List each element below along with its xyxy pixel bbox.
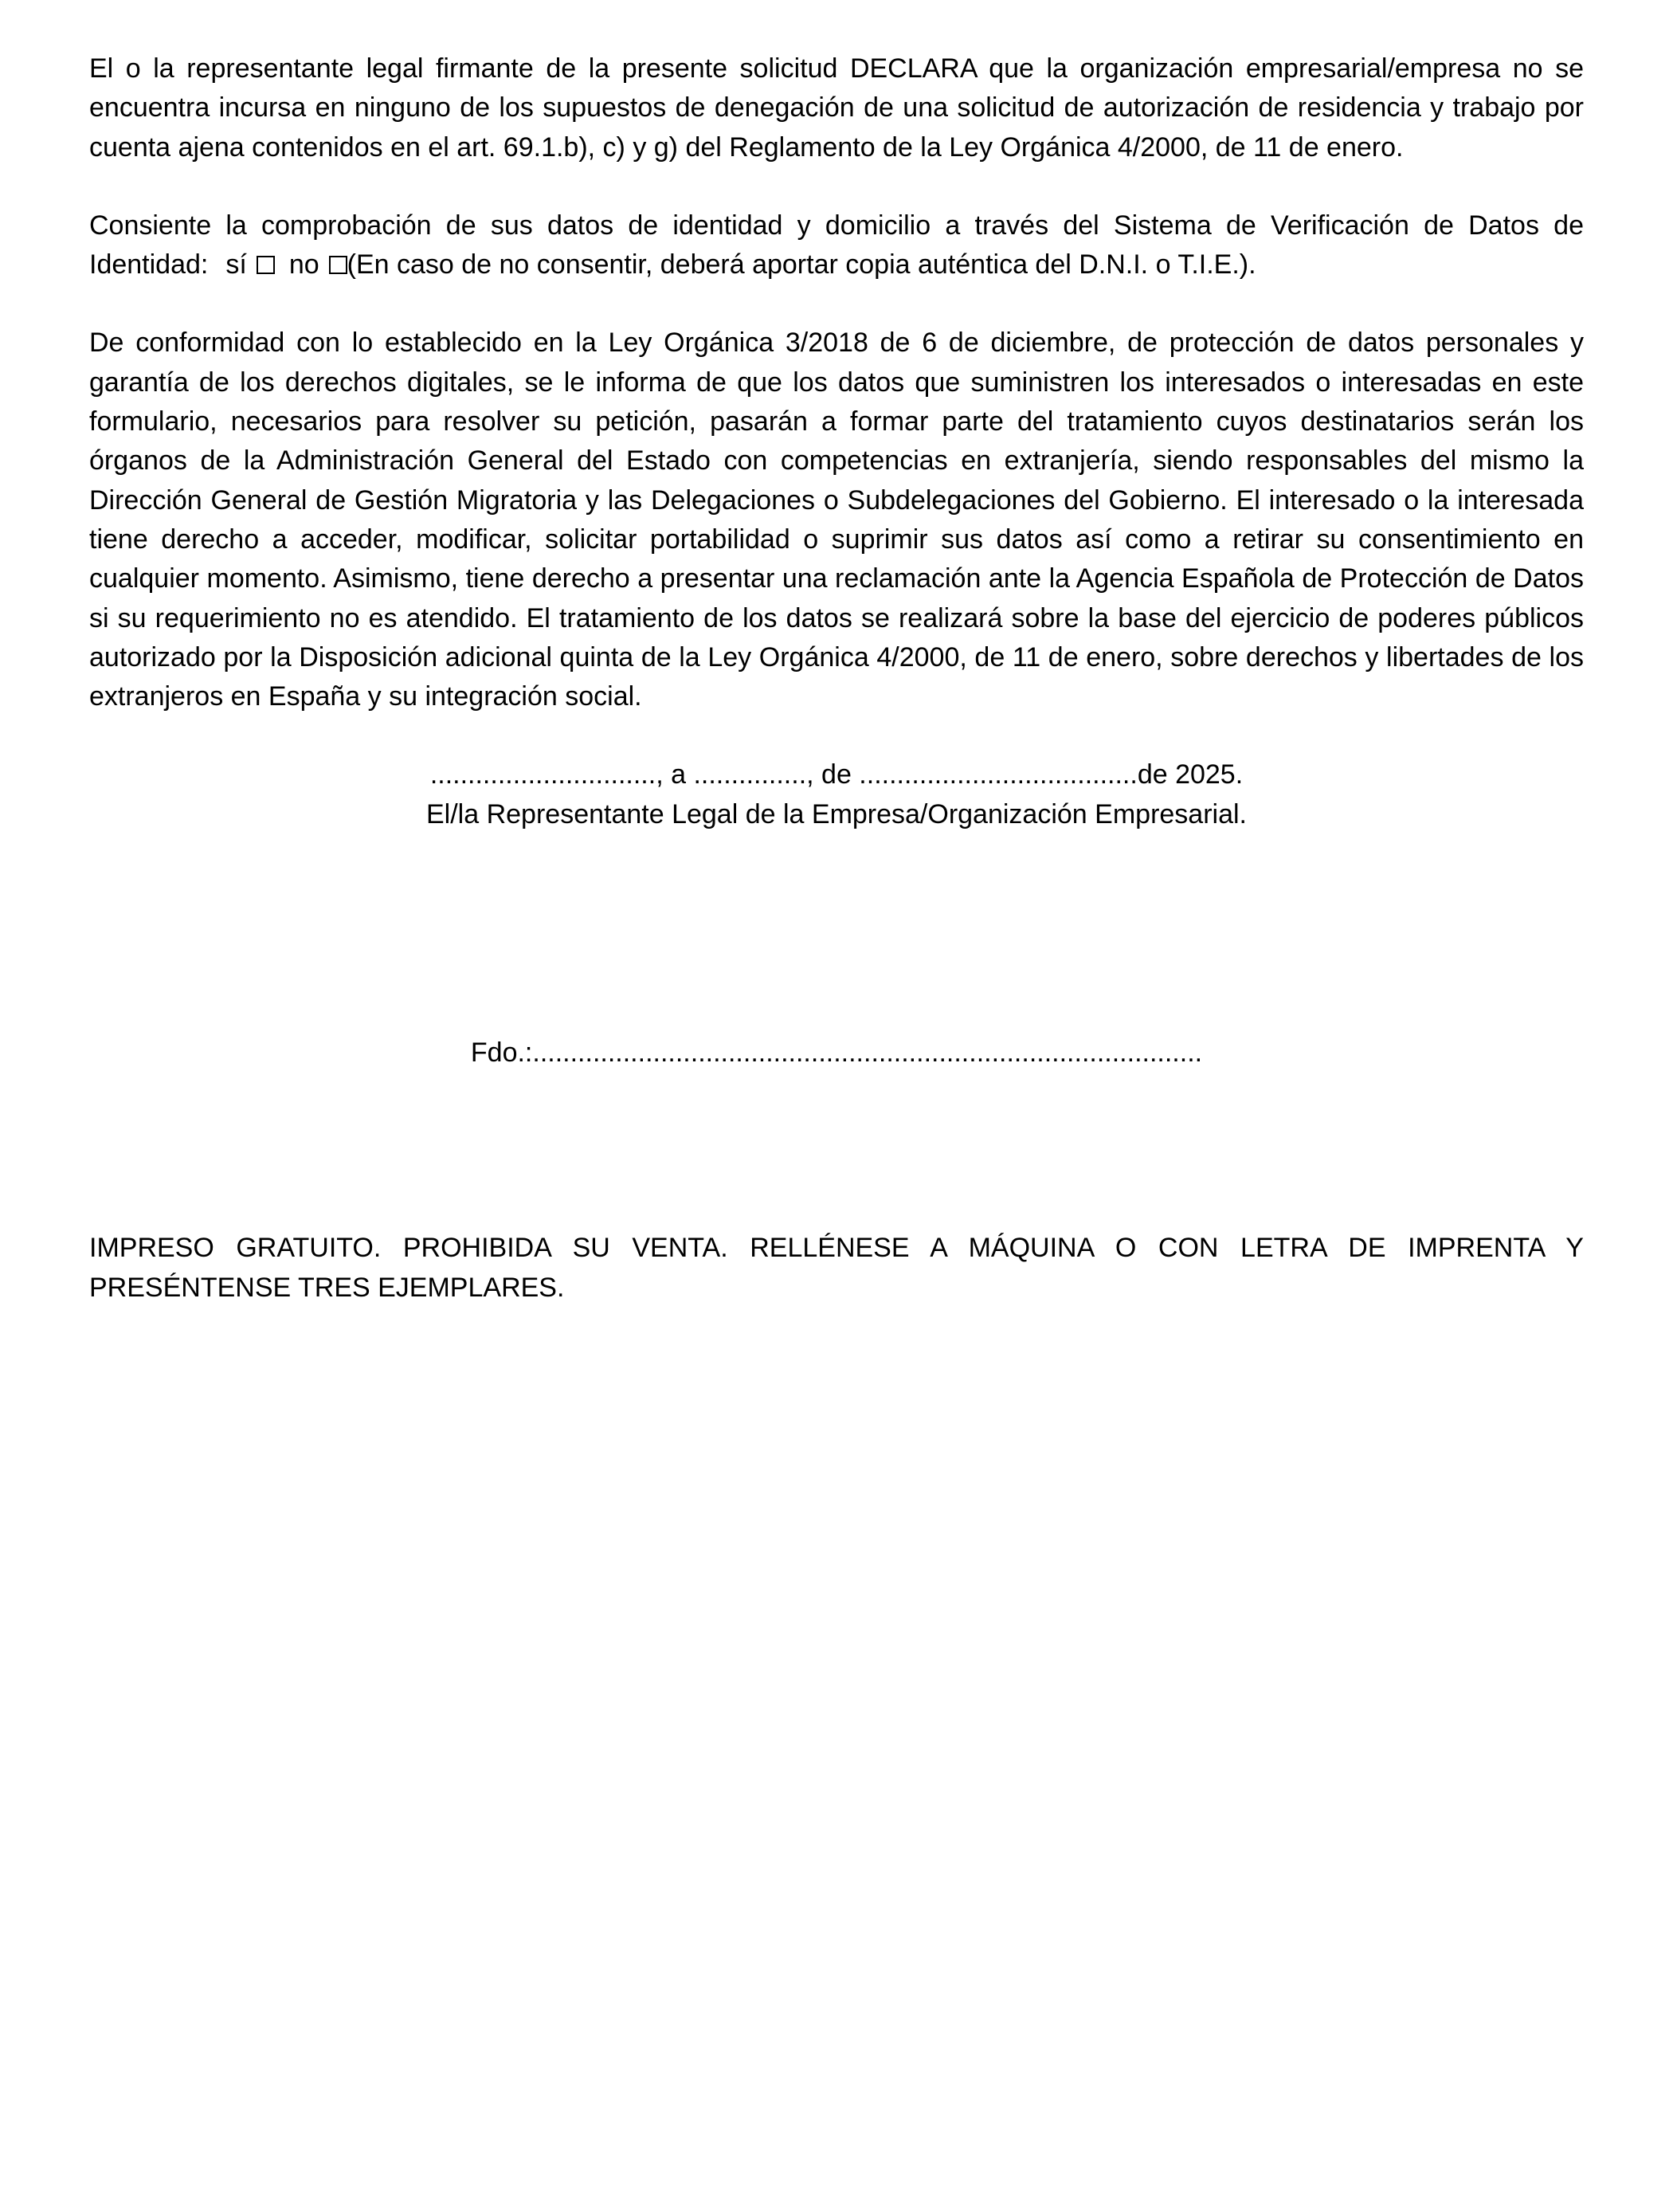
signatory-title: El/la Representante Legal de la Empresa/Organización Empresarial.: [426, 798, 1247, 830]
consent-yes-label: sí: [225, 249, 247, 280]
footer-notice: IMPRESO GRATUITO. PROHIBIDA SU VENTA. RELLÉNESE A MÁQUINA O CON LETRA DE IMPRENTA Y PRESÉNTENSE TRES EJEMPLARES.: [89, 1233, 1584, 1303]
signature-fdo-line: Fdo.:.........................................................................................: [470, 1037, 1203, 1069]
consent-text-after: (En caso de no consentir, deberá aportar copia auténtica del D.N.I. o T.I.E.).: [347, 249, 1256, 280]
date-fill-in-line: .............................., a ..............., de .....................................de 2025.: [429, 759, 1244, 790]
signature-block: [89, 755, 1584, 834]
consent-no-label: no: [288, 249, 319, 280]
consent-yes-checkbox[interactable]: [257, 256, 275, 274]
consent-paragraph: [89, 206, 1584, 285]
declaration-paragraph: El o la representante legal firmante de la presente solicitud DECLARA que la organización empresarial/empresa no se encuentra incursa en ninguno de los supuestos de denegación de una solicitud de autorización de residencia y trabajo por cuenta ajena contenidos en el art. 69.1.b), c) y g) del Reglamento de la Ley Orgánica 4/2000, de 11 de enero.: [89, 53, 1584, 163]
data-protection-paragraph: De conformidad con lo establecido en la Ley Orgánica 3/2018 de 6 de diciembre, de protección de datos personales y garantía de los derechos digitales, se le informa de que los datos que suministren los interesados o interesadas en este formulario, necesarios para resolver su petición, pasarán a formar parte del tratamiento cuyos destinatarios serán los órganos de la Administración General del Estado con competencias en extranjería, siendo responsables del mismo la Dirección General de Gestión Migratoria y las Delegaciones o Subdelegaciones del Gobierno. El interesado o la interesada tiene derecho a acceder, modificar, solicitar portabilidad o suprimir sus datos así como a retirar su consentimiento en cualquier momento. Asimismo, tiene derecho a presentar una reclamación ante la Agencia Española de Protección de Datos si su requerimiento no es atendido. El tratamiento de los datos se realizará sobre la base del ejercicio de poderes públicos autorizado por la Disposición adicional quinta de la Ley Orgánica 4/2000, de 11 de enero, sobre derechos y libertades de los extranjeros en España y su integración social.: [89, 327, 1584, 712]
consent-text-before: Consiente la comprobación de sus datos de identidad y domicilio a través del Sistema de Verificación de Datos de Identidad:: [89, 210, 1584, 280]
consent-no-checkbox[interactable]: [329, 256, 347, 274]
